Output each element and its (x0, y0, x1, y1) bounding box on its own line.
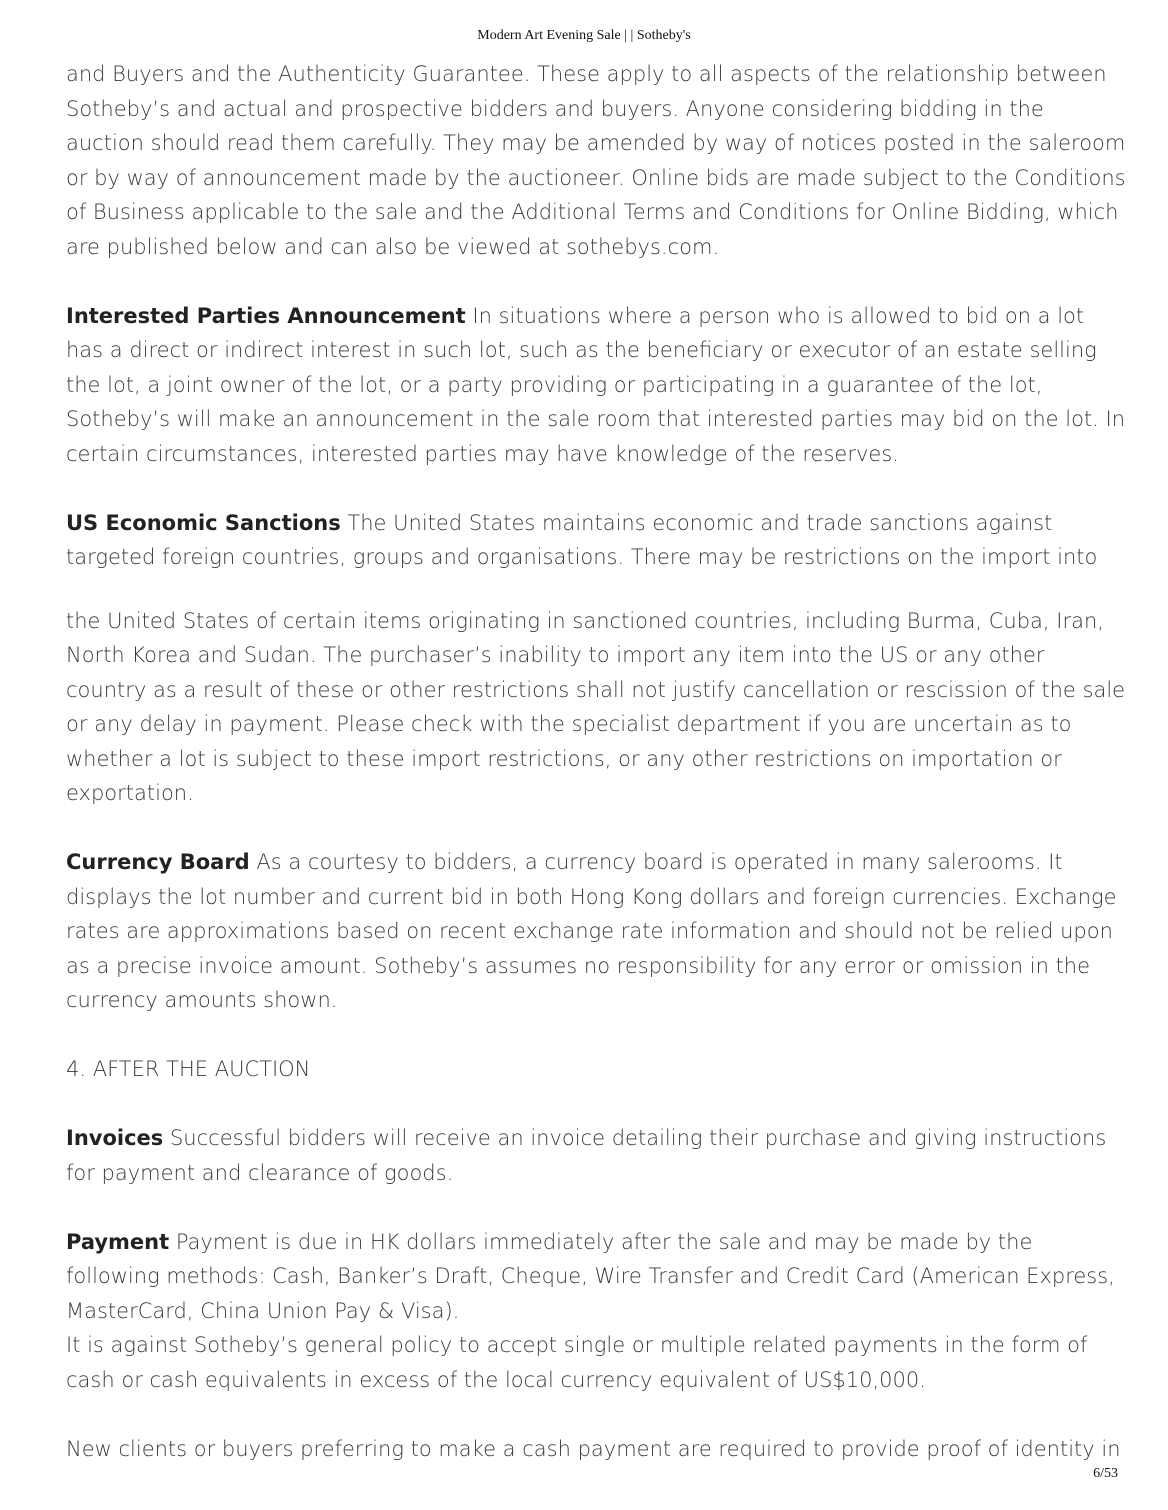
page-number: 6/53 (1093, 1466, 1118, 1481)
new-clients-paragraph: New clients or buyers preferring to make a cash payment are required to provide proof of identity in (66, 1436, 1121, 1461)
currency-board-text: As a courtesy to bidders, a currency board is operated in many salerooms. It displays the lot number and current bid in both Hong Kong dollars and foreign currencies. Exchange rates are approximations based on recent exchange rate information and should not be relied upon as a precise invoice amount. Sotheby’s assumes no responsibility for any error or omission in the currency amounts shown. (66, 850, 1117, 1012)
sanctions-label: US Economic Sanctions (66, 510, 341, 535)
interested-parties-paragraph (66, 299, 1126, 472)
payment-policy-paragraph: It is against Sotheby’s general policy to accept single or multiple related payments in the form of cash or cash equivalents in excess of the local currency equivalent of US$10,000. (66, 1333, 1088, 1392)
section-heading-after-auction: 4. AFTER THE AUCTION (66, 1057, 311, 1081)
currency-board-label: Currency Board (66, 850, 250, 874)
currency-board-paragraph (66, 845, 1126, 1018)
page-header-title: Modern Art Evening Sale | | Sotheby's (477, 28, 691, 43)
invoices-label: Invoices (66, 1126, 164, 1150)
sanctions-paragraph (66, 506, 1126, 575)
invoices-text: Successful bidders will receive an invoice detailing their purchase and giving instructions for payment and clearance of goods. (66, 1126, 1107, 1185)
invoices-paragraph (66, 1121, 1126, 1190)
payment-label: Payment (66, 1229, 170, 1254)
document-body (66, 57, 1126, 1466)
payment-paragraph (66, 1225, 1126, 1329)
interested-parties-label: Interested Parties Announcement (66, 303, 466, 328)
intro-paragraph: and Buyers and the Authenticity Guarantee. These apply to all aspects of the relationship between Sotheby’s and actual and prospective bidders and buyers. Anyone considering bidding in the auction should read them carefully. They may be amended by way of notices posted in the saleroom or by way of announcement made by the auctioneer. Online bids are made subject to the Conditions of Business applicable to the sale and the Additional Terms and Conditions for Online Bidding, which are published below and can also be viewed at sothebys.com. (66, 62, 1126, 259)
interested-parties-text: In situations where a person who is allowed to bid on a lot has a direct or indirect interest in such lot, such as the beneficiary or executor of an estate selling the lot, a joint owner of the lot, or a party providing or participating in a guarantee of the lot, Sotheby’s will make an announcement in the sale room that interested parties may bid on the lot. In certain circumstances, interested parties may have knowledge of the reserves. (66, 303, 1126, 466)
sanctions-continued-paragraph: the United States of certain items originating in sanctioned countries, including Burma, Cuba, Iran, North Korea and Sudan. The purchaser’s inability to import any item into the US or any other country as a result of these or other restrictions shall not justify cancellation or rescission of the sale or any delay in payment. Please check with the specialist department if you are uncertain as to whether a lot is subject to these import restrictions, or any other restrictions on importation or exportation. (66, 608, 1126, 805)
sanctions-text: The United States maintains economic and trade sanctions against targeted foreign countries, groups and organisations. There may be restrictions on the import into (66, 510, 1098, 569)
payment-text: Payment is due in HK dollars immediately after the sale and may be made by the following methods: Cash, Banker’s Draft, Cheque, Wire Transfer and Credit Card (American Express, MasterCard, China Union Pay & Visa). (66, 1229, 1115, 1323)
